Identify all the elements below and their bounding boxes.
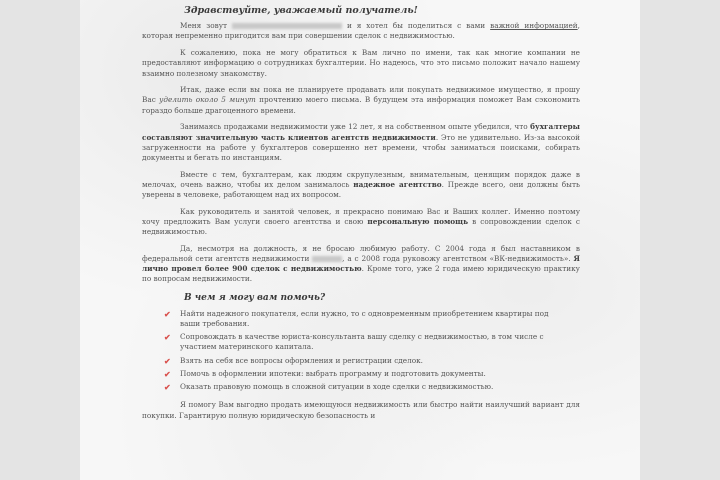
important-info-link[interactable]: важной информацией: [490, 21, 578, 31]
text: Меня зовут: [180, 21, 228, 31]
text: Вместе с тем, бухгалтерам, как людям скрупулезным, внимательным, ценящим порядок даже в мелочах, очень важно, чтобы их делом занималось: [142, 169, 580, 189]
checkmark-icon: ✔: [164, 332, 171, 343]
text: Итак, даже если вы пока не планируете продавать или покупать недвижимое имущество, я прошу Вас: [142, 85, 580, 105]
list-item-text: Оказать правовую помощь в сложной ситуации в ходе сделки с недвижимостью.: [180, 382, 494, 392]
text: Как руководитель и занятой человек, я прекрасно понимаю Вас и Ваших коллег. Именно поэтому хочу предложить Вам услуги своего агентства и свою: [142, 206, 580, 226]
text: , которая непременно пригодится вам при совершении сделок с недвижимостью.: [142, 21, 580, 41]
bold-text: персональную помощь: [367, 216, 469, 226]
paragraph-offer: [142, 207, 580, 238]
bold-text: надежное агентство: [353, 179, 442, 189]
text: Занимаясь продажами недвижимости уже 12 лет, я на собственном опыте убедился, что: [180, 122, 528, 132]
list-item-text: Помочь в оформлении ипотеки: выбрать программу и подготовить документы.: [180, 368, 486, 378]
paragraph-background: [142, 244, 580, 285]
paragraph-closing: Я помогу Вам выгодно продать имеющуюся недвижимость или быстро найти наилучший вариант для покупки. Гарантирую полную юридическую безопасность и: [142, 400, 580, 420]
paragraph-experience: [142, 122, 580, 163]
text: . Это не удивительно. Из-за высокой загруженности на работе у бухгалтеров совершенно нет времени, чтобы заниматься поисками, собирать документы и бегать по инстанциям.: [142, 132, 581, 162]
text: в сопровождении сделок с недвижимостью.: [142, 216, 581, 237]
services-list: [142, 309, 580, 392]
text: , а с 2008 года руковожу агентством «ВК-недвижимость».: [342, 254, 571, 264]
letter-page: [80, 0, 640, 480]
list-item-text: Найти надежного покупателя, если нужно, то с одновременным приобретением квартиры под ваши требования.: [180, 308, 549, 329]
italic-text: уделить около 5 минут: [159, 95, 256, 105]
paragraph-apology: К сожалению, пока не могу обратиться к Вам лично по имени, так как многие компании не предоставляют информацию о сотрудниках бухгалтерии. Но надеюсь, что это письмо положит начало нашему взаимно полезному знакомству.: [142, 48, 580, 78]
checkmark-icon: ✔: [164, 355, 171, 366]
list-item: [142, 356, 580, 366]
list-item: [142, 309, 580, 329]
list-item-text: Сопровождать в качестве юриста-консультанта вашу сделку с недвижимостью, в том числе с участием материнского капитала.: [180, 332, 544, 352]
text: Да, несмотря на должность, я не бросаю любимую работу. С 2004 года я был наставником в федеральной сети агентств недвижимости: [142, 243, 580, 264]
list-item-text: Взять на себя все вопросы оформления и регистрации сделок.: [180, 355, 423, 365]
text: прочтению моего письма. В будущем эта информация поможет Вам сэкономить гораздо больше драгоценного времени.: [142, 95, 580, 115]
redacted-name: [232, 23, 342, 29]
paragraph-reliability: [142, 170, 580, 201]
services-heading: В чем я могу вам помочь?: [184, 292, 326, 303]
paragraph-intro: [142, 21, 580, 41]
checkmark-icon: ✔: [164, 368, 171, 379]
greeting-heading: Здравствуйте, уважаемый получатель!: [184, 5, 418, 16]
checkmark-icon: ✔: [164, 308, 171, 319]
list-item: [142, 382, 580, 392]
list-item: [142, 369, 580, 379]
bold-text: Я лично провел более 900 сделок с недвижимостью: [142, 254, 580, 274]
paragraph-request: [142, 85, 580, 116]
text: . Кроме того, уже 2 года имею юридическую практику по вопросам недвижимости.: [142, 264, 580, 284]
bold-text: бухгалтеры составляют значительную часть клиентов агентств недвижимости: [142, 122, 580, 142]
text: . Прежде всего, они должны быть уверены в человеке, работающем над их вопросом.: [142, 179, 580, 200]
text: и я хотел бы поделиться с вами: [346, 21, 486, 31]
checkmark-icon: ✔: [164, 382, 171, 393]
redacted-network-name: [312, 256, 342, 262]
letter-body: [142, 6, 580, 427]
list-item: [142, 332, 580, 352]
